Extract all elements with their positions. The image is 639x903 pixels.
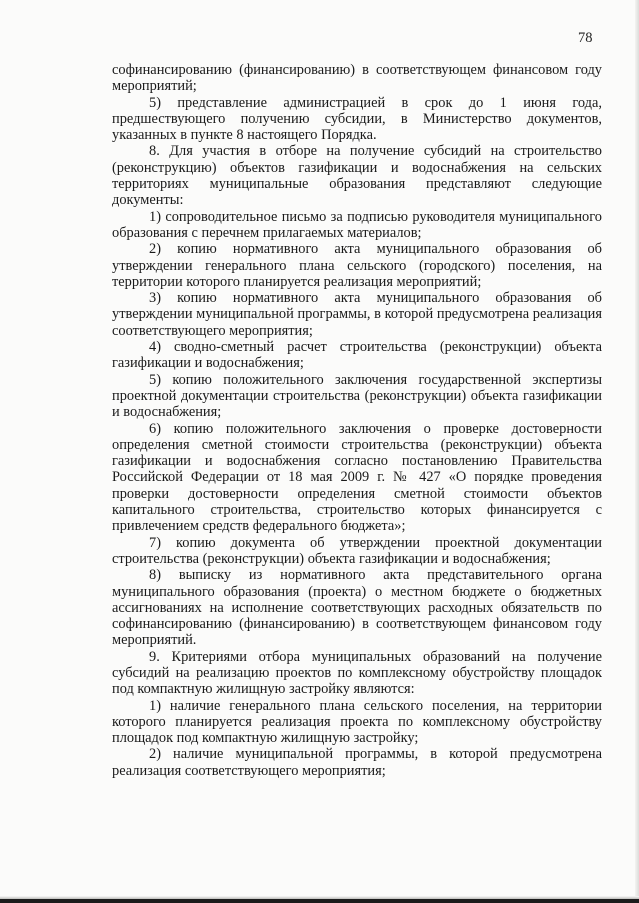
page-number: 78 bbox=[578, 30, 593, 46]
paragraph-item-8-budget-extract: 8) выписку из нормативного акта представительного органа муниципального образования (проекта) о местном бюджете о бюджетных ассигнованиях на исполнение соответствующих расходных обязательств по софинансированию (финансированию) в соответствующем финансовом году мероприятий. bbox=[112, 567, 602, 649]
paragraph-item-5-expertise: 5) копию положительного заключения государственной экспертизы проектной документации строительства (реконструкции) объекта газификации и водоснабжения; bbox=[112, 371, 602, 421]
paragraph-item-4-estimate: 4) сводно-сметный расчет строительства (реконструкции) объекта газификации и водоснабжения; bbox=[112, 339, 602, 372]
paragraph-section-8: 8. Для участия в отборе на получение субсидий на строительство (реконструкцию) объектов газификации и водоснабжения на сельских территориях муниципальные образования представляют следующие документы: bbox=[112, 143, 602, 209]
document-body bbox=[112, 62, 602, 779]
scan-edge-bottom bbox=[0, 899, 639, 903]
paragraph-item-5-submission: 5) представление администрацией в срок до 1 июня года, предшествующего получению субсидии, в Министерство документов, указанных в пункте 8 настоящего Порядка. bbox=[112, 94, 602, 144]
scan-edge-right bbox=[635, 0, 639, 903]
paragraph-item-2-general-plan: 2) копию нормативного акта муниципального образования об утверждении генерального плана сельского (городского) поселения, на территории которого планируется реализация мероприятий; bbox=[112, 241, 602, 290]
paragraph-criterion-1: 1) наличие генерального плана сельского поселения, на территории которого планируется реализация проекта по комплексному обустройству площадок под компактную жилищную застройку; bbox=[112, 697, 602, 747]
paragraph-item-6-cost-verification: 6) копию положительного заключения о проверке достоверности определения сметной стоимости строительства (реконструкции) объекта газификации и водоснабжения согласно постановлению Правительства Российской Федерации от 18 мая 2009 г. № 427 «О порядке проведения проверки достоверности определения сметной стоимости объектов капитального строительства, строительство которых финансируется с привлечением средств федерального бюджета»; bbox=[112, 420, 602, 535]
paragraph-item-7-project-approval: 7) копию документа об утверждении проектной документации строительства (реконструкции) объекта газификации и водоснабжения; bbox=[112, 534, 602, 567]
paragraph-continuation: софинансированию (финансированию) в соответствующем финансовом году мероприятий; bbox=[112, 62, 602, 95]
paragraph-criterion-2: 2) наличие муниципальной программы, в которой предусмотрена реализация соответствующего мероприятия; bbox=[112, 746, 602, 779]
paragraph-item-3-municipal-program: 3) копию нормативного акта муниципального образования об утверждении муниципальной программы, в которой предусмотрена реализация соответствующего мероприятия; bbox=[112, 290, 602, 339]
paragraph-section-9: 9. Критериями отбора муниципальных образований на получение субсидий на реализацию проектов по комплексному обустройству площадок под компактную жилищную застройку являются: bbox=[112, 648, 602, 698]
paragraph-item-1-cover-letter: 1) сопроводительное письмо за подписью руководителя муниципального образования с перечнем прилагаемых материалов; bbox=[112, 208, 602, 241]
